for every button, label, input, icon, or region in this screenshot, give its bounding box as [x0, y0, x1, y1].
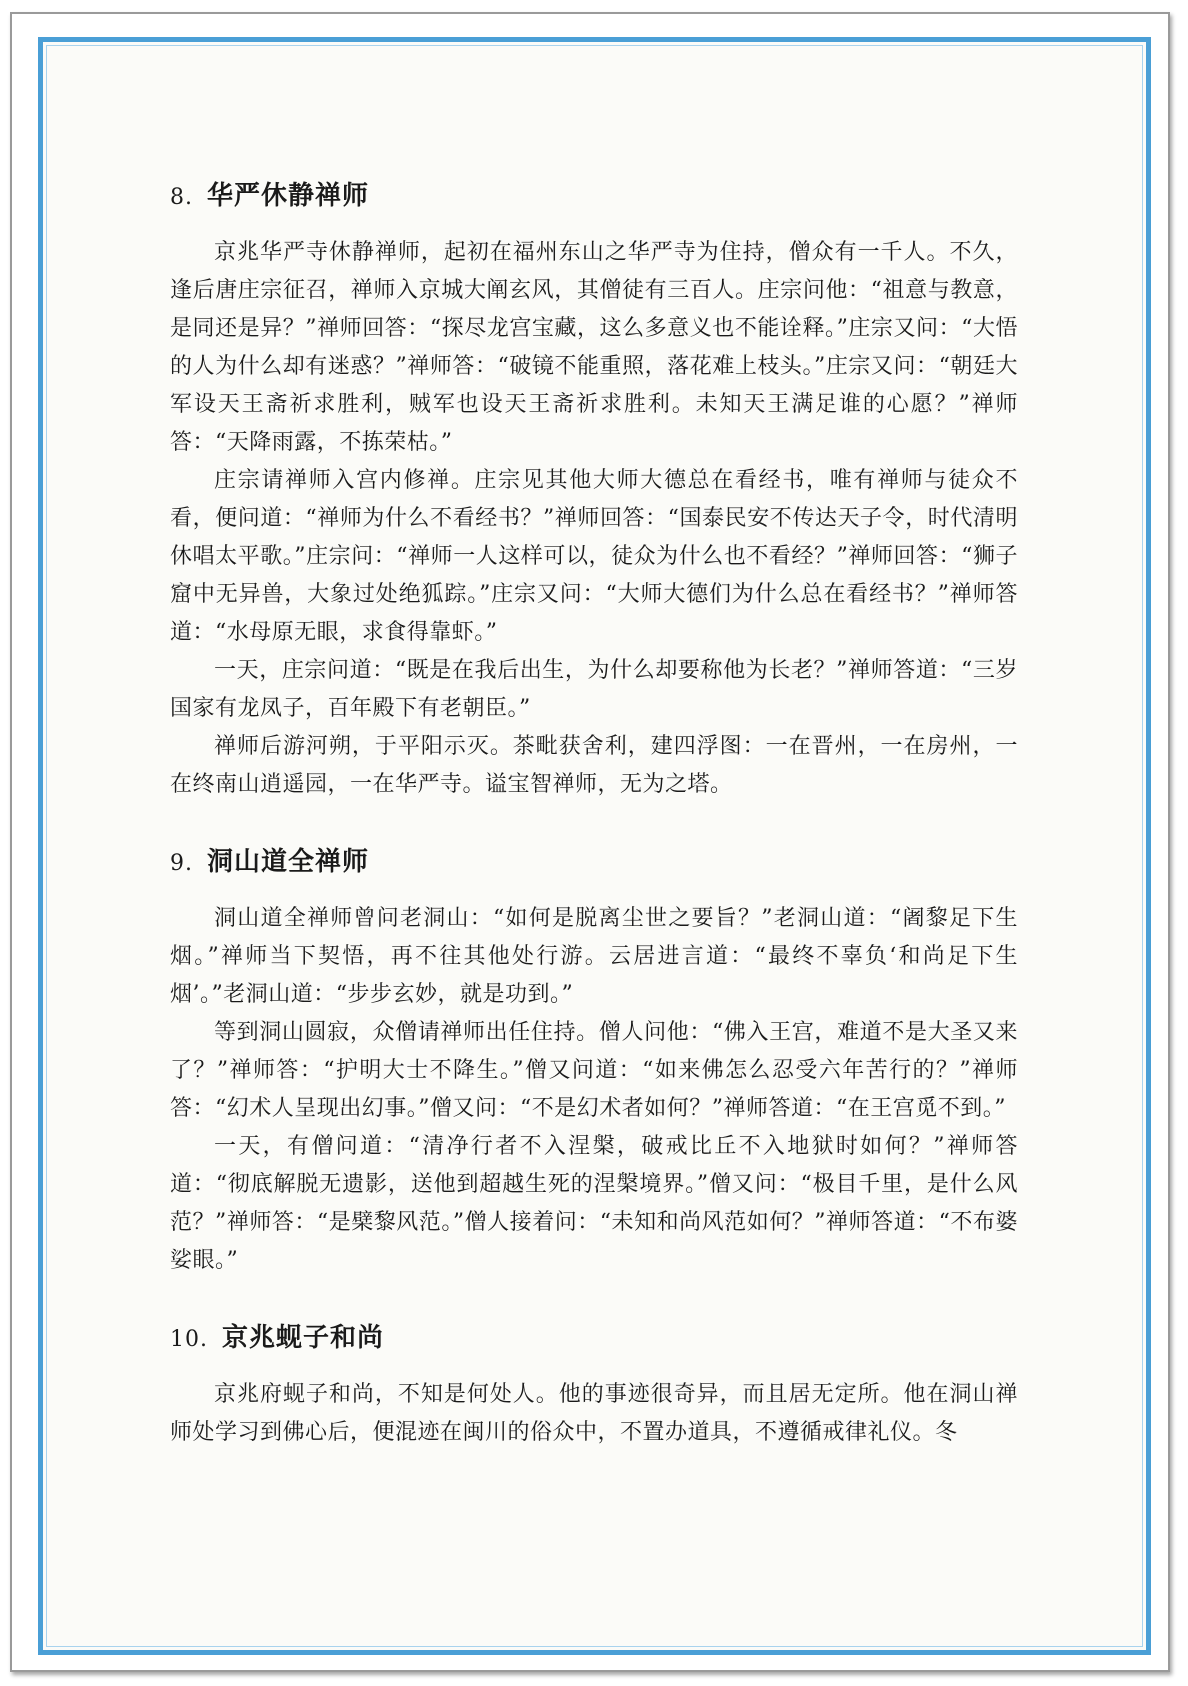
- section-heading: [170, 844, 1018, 882]
- document-page: [170, 178, 1018, 1452]
- section-title-text: 华严休静禅师: [207, 181, 370, 211]
- section-number: 10.: [170, 1327, 208, 1352]
- paragraph: 等到洞山圆寂，众僧请禅师出任住持。僧人问他：“佛入王宫，难道不是大圣又来了？”禅师答：“护明大士不降生。”僧又问道：“如来佛怎么忍受六年苦行的？”禅师答：“幻术人呈现出幻事。”僧又问：“不是幻术者如何？”禅师答道：“在王宫觅不到。”: [170, 1020, 1018, 1121]
- section-title-text: 洞山道全禅师: [207, 847, 370, 877]
- section-number: 8.: [170, 185, 193, 210]
- section-number: 9.: [170, 851, 193, 876]
- paragraph: 一天，庄宗问道：“既是在我后出生，为什么却要称他为长老？”禅师答道：“三岁国家有龙凤子，百年殿下有老朝臣。”: [170, 658, 1018, 721]
- paragraph: 一天，有僧问道：“清净行者不入涅槃，破戒比丘不入地狱时如何？”禅师答道：“彻底解脱无遗影，送他到超越生死的涅槃境界。”僧又问：“极目千里，是什么风范？”禅师答：“是檗黎风范。”僧人接着问：“未知和尚风范如何？”禅师答道：“不布婆娑眼。”: [170, 1134, 1018, 1273]
- paragraph: 禅师后游河朔，于平阳示灭。茶毗获舍利，建四浮图：一在晋州，一在房州，一在终南山逍遥园，一在华严寺。谥宝智禅师，无为之塔。: [170, 734, 1018, 797]
- section-10: [170, 1320, 1018, 1452]
- section-heading: [170, 1320, 1018, 1358]
- section-9: [170, 844, 1018, 1280]
- section-heading: [170, 178, 1018, 216]
- paragraph: 庄宗请禅师入宫内修禅。庄宗见其他大师大德总在看经书，唯有禅师与徒众不看，便问道：“禅师为什么不看经书？”禅师回答：“国泰民安不传达天子令，时代清明休唱太平歌。”庄宗问：“禅师一人这样可以，徒众为什么也不看经？”禅师回答：“狮子窟中无异兽，大象过处绝狐踪。”庄宗又问：“大师大德们为什么总在看经书？”禅师答道：“水母原无眼，求食得靠虾。”: [170, 468, 1018, 645]
- paragraph: 京兆府蚬子和尚，不知是何处人。他的事迹很奇异，而且居无定所。他在洞山禅师处学习到佛心后，便混迹在闽川的俗众中，不置办道具，不遵循戒律礼仪。冬: [170, 1382, 1018, 1445]
- paragraph: 洞山道全禅师曾问老洞山：“如何是脱离尘世之要旨？”老洞山道：“阇黎足下生烟。”禅师当下契悟，再不往其他处行游。云居进言道：“最终不辜负‘和尚足下生烟’。”老洞山道：“步步玄妙，就是功到。”: [170, 906, 1018, 1007]
- section-8: [170, 178, 1018, 804]
- section-title-text: 京兆蚬子和尚: [222, 1323, 385, 1353]
- paragraph: 京兆华严寺休静禅师，起初在福州东山之华严寺为住持，僧众有一千人。不久，逢后唐庄宗征召，禅师入京城大阐玄风，其僧徒有三百人。庄宗问他：“祖意与教意，是同还是异？”禅师回答：“探尽龙宫宝藏，这么多意义也不能诠释。”庄宗又问：“大悟的人为什么却有迷惑？”禅师答：“破镜不能重照，落花难上枝头。”庄宗又问：“朝廷大军设天王斋祈求胜利，贼军也设天王斋祈求胜利。未知天王满足谁的心愿？”禅师答：“天降雨露，不拣荣枯。”: [170, 240, 1018, 455]
